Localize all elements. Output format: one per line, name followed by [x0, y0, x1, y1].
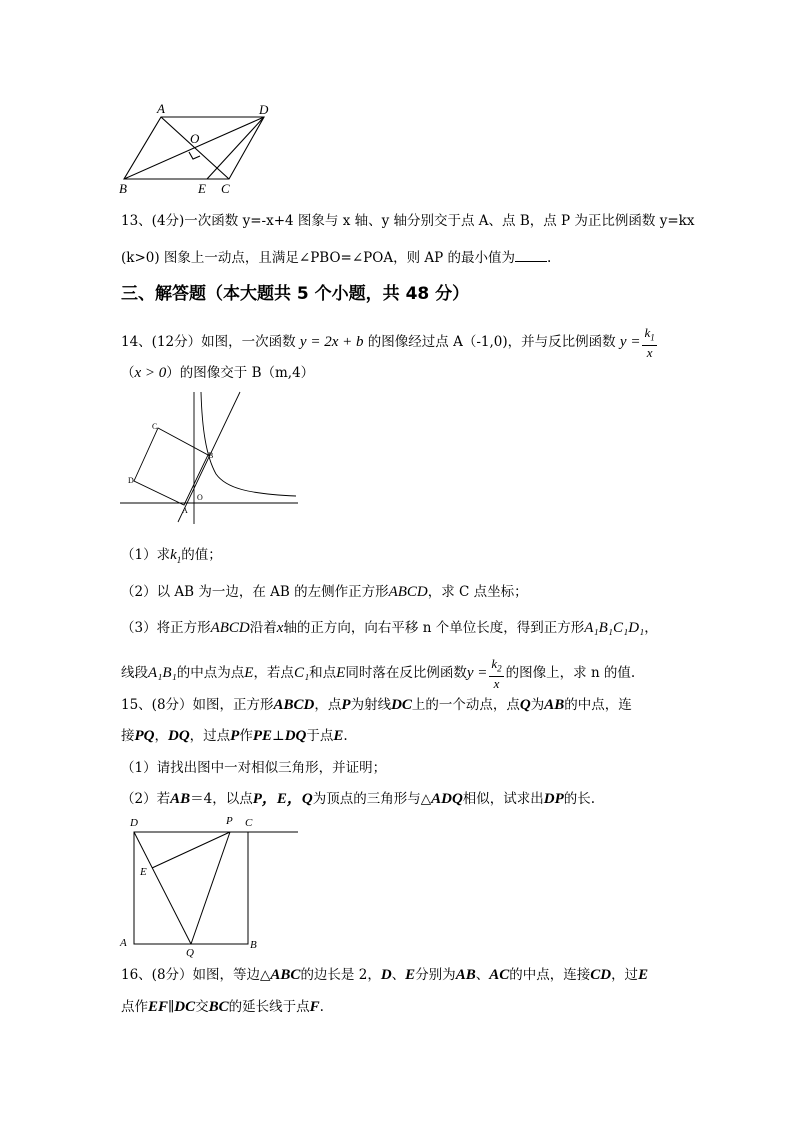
- sq-label-E: E: [140, 866, 147, 878]
- q15-l2-p: P: [230, 728, 240, 744]
- graph-label-A: A: [182, 506, 188, 515]
- sq-label-D: D: [130, 817, 138, 829]
- section-heading: 三、解答题（本大题共 5 个小题，共 48 分）: [121, 284, 470, 304]
- q15-l1-b: ，点: [314, 697, 342, 713]
- q14-p2-prefix: （2）以 AB 为一边，在 AB 的左侧作正方形: [121, 584, 389, 600]
- q14-p1-suffix: 的值；: [181, 547, 222, 563]
- q15-l1-p: P: [341, 697, 351, 713]
- q15-p2-dp: DP: [543, 791, 564, 807]
- q16-l1-f: 、: [475, 967, 490, 983]
- q15-l2-perp: ⊥: [272, 728, 285, 744]
- q13-period: .: [546, 250, 552, 266]
- q14-p4-c1: C₁: [293, 664, 310, 681]
- q15-l1-a: 15、(8分）如图，正方形: [121, 697, 274, 713]
- answer-blank: [515, 249, 547, 262]
- q14-fraction-k2: $\frac{k_2}{x}$: [491, 656, 502, 691]
- q15-l2-e2: E: [333, 728, 344, 744]
- label-O: O: [190, 131, 200, 146]
- q14-part3: [121, 619, 658, 637]
- q15-part1: （1）请找出图中一对相似三角形，并证明；: [121, 760, 387, 776]
- q14-p1-prefix: （1）求: [121, 547, 171, 563]
- q15-l1-f: 的中点，连: [564, 697, 632, 713]
- q16-l2-dc: DC: [174, 999, 196, 1015]
- q16-line2: [121, 998, 324, 1016]
- q14-intro-b: 的图像经过点 A（-1,0)，并与反比例函数: [367, 333, 616, 350]
- q15-p2-ab: AB: [170, 791, 191, 807]
- q16-l1-dtext: 分别为: [415, 967, 456, 983]
- q14-p4-g: 的图像上，求 n 的值.: [505, 664, 636, 681]
- label-D: D: [259, 102, 269, 117]
- q15-l2-a: 接: [121, 728, 135, 744]
- sq-label-A: A: [120, 937, 127, 949]
- q15-l1-e: 为: [530, 697, 545, 713]
- q15-l1-q: Q: [519, 697, 531, 713]
- q14-p4-eq: y =: [466, 664, 488, 681]
- q13-line1: 13、(4分)一次函数 y=-x+4 图象与 x 轴、y 轴分别交于点 A、点 B，点 P 为正比例函数 y=kx: [121, 213, 695, 229]
- q16-l1-h: ，过: [611, 967, 639, 983]
- q14-p4-d: 和点: [309, 664, 337, 681]
- q16-l1-g: 的中点，连接: [509, 967, 591, 983]
- q14-p2-suffix: ，求 C 点坐标；: [427, 584, 528, 600]
- q16-l1-e2: E: [638, 967, 649, 983]
- q14-p1-k: $k_1$: [170, 547, 182, 565]
- q14-p3-d: ，: [644, 620, 658, 636]
- q15-l2-f: 于点: [306, 728, 334, 744]
- label-A: A: [157, 101, 165, 116]
- q16-l2-e: .: [319, 999, 324, 1015]
- q14-fraction-k1: $\frac{k_1}{x}$: [644, 325, 655, 360]
- q16-line1: [121, 966, 648, 984]
- q16-l1-d: D: [380, 967, 392, 983]
- q14-p3-a: （3）将正方形: [121, 620, 211, 636]
- q14-p2-square: ABCD: [388, 584, 428, 600]
- parallelogram-figure: [112, 100, 282, 196]
- q16-l1-b: 的边长是 2，: [300, 967, 381, 983]
- q14-p4-f: 同时落在反比例函数: [345, 664, 467, 681]
- q16-l1-cd: CD: [590, 967, 612, 983]
- q15-l2-d: 作: [239, 728, 253, 744]
- q15-part2: [121, 790, 595, 808]
- q14-p3-square: ABCD: [210, 620, 250, 636]
- sq-label-P: P: [226, 815, 233, 827]
- q16-l2-f: F: [309, 999, 320, 1015]
- q16-l1-abc: ABC: [270, 967, 301, 983]
- q16-l1-ab: AB: [455, 967, 476, 983]
- q14-p3-square2: A₁B₁C₁D₁: [584, 620, 645, 636]
- q15-l2-g: .: [343, 728, 348, 744]
- sq-label-B: B: [250, 939, 257, 951]
- graph-label-D: D: [128, 476, 134, 485]
- q15-l2-dq2: DQ: [284, 728, 307, 744]
- q14-p4-b: 的中点为点: [176, 664, 245, 681]
- q15-l2-c: ，过点: [189, 728, 231, 744]
- q14-p3-c: 轴的正方向，向右平移 n 个单位长度，得到正方形: [283, 620, 585, 636]
- q15-p2-b: ＝4，以点: [190, 791, 253, 807]
- q16-l2-c: 交: [195, 999, 209, 1015]
- q16-l2-bc: BC: [208, 999, 229, 1015]
- q14-p4-seg: A₁B₁: [148, 664, 177, 681]
- q16-l2-a: 点作: [121, 999, 148, 1015]
- q13-line2: [121, 249, 551, 267]
- sq-label-Q: Q: [186, 947, 194, 959]
- label-C: C: [221, 181, 230, 196]
- square-figure: [118, 812, 302, 960]
- q13-line2-text: (k>0) 图象上一动点，且满足∠PBO=∠POA，则 AP 的最小值为: [121, 250, 515, 266]
- q14-p3-x: x: [276, 620, 284, 636]
- q15-p2-pts: P，E，Q: [252, 791, 313, 807]
- label-E: E: [198, 181, 206, 196]
- q15-l2-pq: PQ: [134, 728, 155, 744]
- sq-label-C: C: [245, 817, 253, 829]
- q15-p2-d: 相似，试求出: [462, 791, 544, 807]
- q14-p4-a: 线段: [121, 664, 148, 681]
- q15-l1-c: 为射线: [350, 697, 392, 713]
- q14-intersection: ）的图像交于 B（m,4）: [166, 365, 315, 381]
- q15-l2-pe: PE: [252, 728, 273, 744]
- q14-p4-e: E: [244, 664, 254, 681]
- q15-l1-d: 上的一个动点，点: [411, 697, 520, 713]
- q15-l2-dq: DQ: [168, 728, 190, 744]
- q14-p3-b: 沿着: [249, 620, 277, 636]
- q16-l2-parallel: ∥: [168, 999, 175, 1015]
- q16-l2-d: 的延长线于点: [228, 999, 310, 1015]
- graph-label-B: B: [208, 451, 214, 460]
- q14-paren-open: （: [121, 365, 135, 381]
- q15-l1-abcd: ABCD: [273, 697, 315, 713]
- q15-l1-dc: DC: [391, 697, 412, 713]
- q15-l2-b: ，: [154, 728, 168, 744]
- q14-part1: [121, 546, 222, 569]
- q15-p2-a: （2）若: [121, 791, 171, 807]
- q14-p4-e2: E: [336, 664, 346, 681]
- q14-intro: 14、(12分）如图，一次函数: [121, 333, 296, 350]
- q15-line1: [121, 696, 632, 714]
- q16-l1-a: 16、(8分）如图，等边△: [121, 967, 271, 983]
- q16-l1-ac: AC: [489, 967, 510, 983]
- q14-line2: [121, 364, 314, 382]
- q16-l1-e: E: [405, 967, 416, 983]
- q14-condition: x > 0: [134, 365, 167, 381]
- q14-part3-cont: [121, 657, 635, 690]
- q15-p2-c: 为顶点的三角形与△: [312, 791, 432, 807]
- function-graph-figure: [118, 388, 300, 526]
- q14-p4-c: ，若点: [253, 664, 294, 681]
- q16-l2-ef: EF: [148, 999, 169, 1015]
- q15-line2: [121, 727, 348, 745]
- graph-label-O: O: [197, 493, 203, 502]
- q15-p2-adq: ADQ: [431, 791, 463, 807]
- q15-l1-ab: AB: [544, 697, 565, 713]
- q14-inverse-lhs: y =: [619, 333, 641, 350]
- q14-linear-equation: y = 2x + b: [299, 333, 364, 350]
- q16-l1-c: 、: [391, 967, 406, 983]
- q14-line1: [121, 326, 659, 359]
- label-B: B: [119, 181, 127, 196]
- q14-part2: [121, 583, 528, 601]
- graph-label-C: C: [152, 422, 158, 431]
- q15-p2-e: 的长.: [563, 791, 596, 807]
